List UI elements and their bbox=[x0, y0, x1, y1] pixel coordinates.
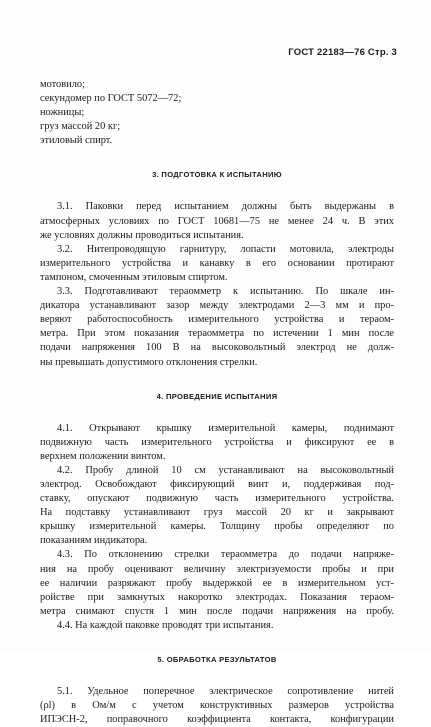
text-line: крышку измерительной камеры. Толщину пробы определяют по bbox=[40, 521, 394, 533]
list-item: ножницы; bbox=[40, 107, 85, 119]
text-line: 4.4. На каждой паковке проводят три испытания. bbox=[57, 619, 274, 631]
section-heading: 4. ПРОВЕДЕНИЕ ИСПЫТАНИЯ bbox=[156, 391, 278, 401]
text-line: веряют работоспособность измерительного устройства и тераом- bbox=[40, 314, 394, 326]
list-item: секундомер по ГОСТ 5072—72; bbox=[40, 93, 182, 105]
text-line: атмосферных условиях по ГОСТ 10681—75 не менее 24 ч. В этих bbox=[40, 215, 394, 227]
text-line: 4.3. По отклонению стрелки тераомметра до подачи напряже- bbox=[57, 549, 394, 561]
text-line: (ρl) в Ом/м с учетом конструктивных размеров устройства bbox=[40, 700, 394, 712]
text-line: ИПЭСН-2, поправочного коэффициента контакта, конфигурации bbox=[40, 714, 394, 726]
page-content bbox=[40, 78, 394, 727]
text-line: ройстве при замкнутых накоротко электродах. Показания тераом- bbox=[40, 591, 394, 603]
text-line: дикатора устанавливают зазор между электродами 2—3 мм и про- bbox=[40, 300, 394, 312]
section-3-body bbox=[40, 200, 394, 369]
text-line: показаниям индикатора. bbox=[40, 535, 148, 547]
text-line: 3.3. Подготавливают тераомметр к испытанию. По шкале ин- bbox=[57, 286, 394, 298]
text-line: метра. При этом показания тераомметра по истечении 1 мин после bbox=[40, 328, 394, 340]
equipment-list bbox=[40, 78, 394, 148]
section-heading: 3. ПОДГОТОВКА К ИСПЫТАНИЮ bbox=[152, 170, 282, 180]
text-line: же условиях должны проводиться испытания. bbox=[40, 229, 244, 241]
text-line: ния на пробу оценивают величину электризуемости пробы и при bbox=[40, 563, 394, 575]
text-line: верхнем положении винтом. bbox=[40, 450, 166, 462]
text-line: ее наличии разряжают пробу выдержкой ее в измерительном уст- bbox=[40, 577, 394, 589]
text-line: ставку, опускают подвижную часть измерительного устройства. bbox=[40, 493, 394, 505]
page-header: ГОСТ 22183—76 Стр. 3 bbox=[288, 47, 397, 58]
text-line: 4.1. Открывают крышку измерительной камеры, поднимают bbox=[57, 422, 394, 434]
text-line: подачи напряжения 100 В на высоковольтный электрод не долж- bbox=[40, 342, 394, 354]
text-line: подвижную часть измерительного устройства и фиксируют ее в bbox=[40, 436, 394, 448]
text-line: ны превышать допустимого отклонения стрелки. bbox=[40, 356, 258, 368]
section-heading: 5. ОБРАБОТКА РЕЗУЛЬТАТОВ bbox=[157, 655, 277, 664]
list-item: мотовило; bbox=[40, 79, 85, 90]
section-5-body bbox=[40, 685, 394, 727]
text-line: измерительного устройства и канавку в его основании протирают bbox=[40, 257, 394, 269]
text-line: электрод. Освобождают фиксирующий винт и, поддерживая под- bbox=[40, 478, 394, 490]
text-line: 5.1. Удельное поперечное электрическое сопротивление нитей bbox=[57, 686, 394, 697]
text-line: 3.1. Паковки перед испытанием должны быть выдержаны в bbox=[57, 201, 394, 213]
text-line: тампоном, смоченным этиловым спиртом. bbox=[40, 271, 228, 283]
list-item: этиловый спирт. bbox=[40, 135, 113, 147]
text-line: 4.2. Пробу длиной 10 см устанавливают на высоковольтный bbox=[57, 464, 394, 476]
section-4-body bbox=[40, 422, 394, 633]
text-line: На подставку устанавливают груз массой 20 кг и закрывают bbox=[40, 507, 394, 519]
text-line: метра снимают спустя 1 мин после подачи напряжения на пробу. bbox=[40, 605, 394, 617]
list-item: груз массой 20 кг; bbox=[40, 121, 121, 133]
text-line: 3.2. Нитепроводящую гарнитуру, лопасти мотовила, электроды bbox=[57, 243, 394, 255]
